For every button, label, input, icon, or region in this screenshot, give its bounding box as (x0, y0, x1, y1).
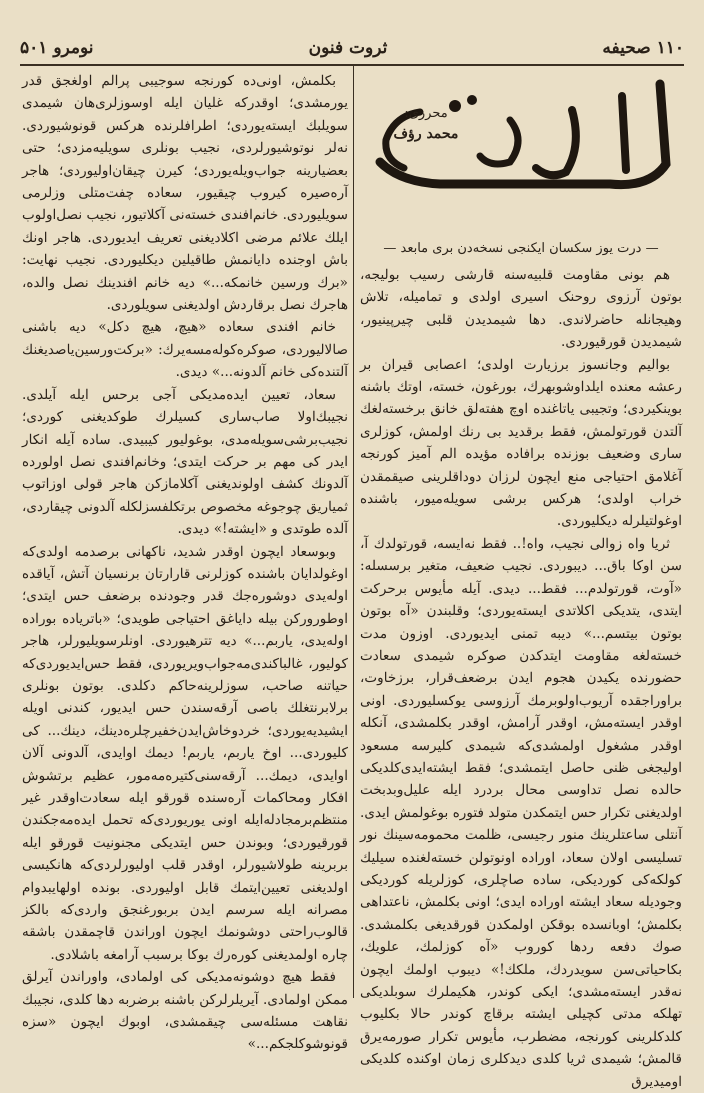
author-name: محمد رؤف (393, 126, 459, 142)
left-column (22, 70, 348, 1053)
paragraph: فقط هیچ دوشونه‌مدیکی کی اولمادی، واوراندن آیرلق ممکن اولمادی. آیریلرلرکن باشنه برضربه دها کلدی، نجیبك نقاهت مسئله‌سی چیقمشدی، اوبوك ایچون «سزه قونوشوکلجکم...» (22, 969, 348, 1053)
journal-name: ثروت فنون (308, 38, 388, 58)
right-column (360, 70, 682, 1090)
paragraph: وبوسعاد ایچون اوقدر شدید، ناکهانی برصدمه اولدی‌که اوغولدایان باشنده کوزلرنی قارارتان برنسیان آتش، آیاقده اوله‌یدی دوشوره‌جك قدر وجودنده برضعف حس ایتدی؛ اوطورورکن بیله دایاغق احتیاجی طویدی؛ «باتریاده بوراده اوله‌یدی، یاربم...» دیه تترهیوردی. اونلرسویلیورلر، هاجر کولیور، غالباکندی‌مه‌جواب‌ویریوردی، فقط حس‌ایدیوردی‌که حیاتنه صاحب، سوزلرینه‌حاکم دکلدی. بوتون بونلری برلابرنتغلك باصی آرقه‌سندن حس ایدیور، کندنی اویله ایشیدیه‌یوردی؛ خردوخاش‌ایدن‌خفیر‌چلر‌ه‌دینك، دینك... کی کلیوردی... اوخ یاربم، یاربم! دیمك اوایدی، آلدونی آلان اوایدی، دیمك... آرقه‌سنی‌کتیره‌مه‌مور، عظیم برتشوش افکار ومحاکمات آره‌سنده قورقو ایله سعادت‌اوقدر غیر منتظم‌برمجادله‌ایله اونی یوریوردی‌که تحمل ایده‌مه‌جکندن قورقیوردی؛ وبوندن حس ایتدیکی مجنونیت قورقو ایله بربرینه طولاشیورلر، اوقدر قلب اولیورلردی‌که هانکیسی اولدیغنی تعیین‌ایتمك قابل اولیوردی. بونده اولهایبدوام مصرانه ایله سرسم ایدن بربورغنجق واردی‌که بالکز قالوب‌راحتی دوشونمك ایچون اوراندن قاچمقدن باشقه چاره اولمدیغنی کوره‌رك بوکا برسبب آرامغه باشلادی. (22, 543, 348, 963)
right-column-body (360, 264, 682, 1090)
page-header (20, 30, 684, 66)
issue-number: نومرو ۵۰۱ (20, 38, 94, 58)
paragraph: بکلمش، اونی‌ده کورنجه سوجیبی پرالم اولغجق قدر یورمشدی؛ اوقدرکه غلیان ایله اوسوزلری‌هان شیمدی سویلبك ایسته‌یوردی؛ اطرافلرنده هرکس قونوشیوردی. نه‌لر نوتوشیورلردی، نجیب بونلری سویلیه‌مزدی؛ حتی بعضیارینه جواب‌ویله‌یوردی؛ کیرن چیقان‌اولیوردی؛ هاجر آره‌صیره کیروب چیقیور، سعاده چفت‌متلی وزلرمی سویلیوردی. خانم‌افندی خسته‌نی آکلاتیور، نجیب نصل‌اولوب ایلك علائم مرضی اکلادیغنی تعریف ایدیوردی. هاجر اونك باش اوجنده دایانمش طاقیلین دیکلیوردی. نجیب نهایت: «برك ورسین خانمکه...» دیه خانم افندینك نصل والده، هاجرك نصل برقاردش اولدیغنی سویلوردی. (22, 73, 348, 314)
header-divider (20, 64, 684, 66)
column-divider (353, 66, 354, 998)
paragraph: سعاد، تعیین ایده‌مدیکی آجی برحس ایله آیلدی. نجیبك‌اولا صاب‌ساری کسیلرك طوکدیغنی کوردی؛ نجیب‌برشی‌سویله‌مدی، بوغولیور کیبیدی. ساده آیله انکار ایدر کی مهم بر حرکت ایتدی؛ وخانم‌افندی نصل اولورده آلدونك کشف اولوندیغنی آکلامازکن هاجر قولی اوزاتوب ثمیاریق چوجوغه مخصوص برتکلفسزلکله آلدونی چیقاردی، آلده طوتدی و «ایشته!» دیدی. (22, 386, 348, 538)
masthead (360, 70, 682, 256)
byline (376, 104, 476, 144)
paragraph: بوالیم وجانسوز برزیارت اولدی؛ اعصابی قیران بر رعشه معنده ایلداوشوبهرك، بورغون، خسته، اوتك باشنه بوینکیردی؛ وتجیبی یاتاغنده اوچ هفته‌لق خانق برخسته‌لغك آلتدن قورتولمش، فقط برقدید بی رنك اولمش، کوزلری ساری وضعیف بوزنده برافاده مؤیده الم آمیز کورنجه آغلامق احتیاجی منع ایچون لرزان دوداقلرینی صیقمقدن خراب اولدی؛ هرکس برشی سویله‌میور، باشنده اوغولتیلرله دیکلیوردی. (360, 356, 682, 530)
paragraph: خانم افندی سعاده «هیچ، هیچ دکل» دیه باشنی صالالیوردی، صوکره‌کوله‌مسه‌یرك: «برکت‌ورسین‌یاصدیغنك آلتنده‌کی خانم آلدونه...» دیدی. (22, 319, 348, 381)
page-number: ۱۱۰ صحیفه (602, 38, 684, 58)
byline-label: محرری: (404, 106, 448, 121)
paragraph: ثریا واه زوالی نجیب، واه!.. فقط نه‌ایسه، قورتولدك آ، سن اوکا باق... دیبوردی. نجیب ضعیف، متغیر برسسله: «آوت، قورتولدم... فقط... دیدی. آیله مأیوس برحرکت ایتدی، یتدیکی اکلاتدی ایسته‌یوردی؛ وقلبندن «آه بوتون بوتون بیتسم...» دیبه تمنی ایدیوردی. اوزون مدت خسته‌لغه مقاومت ایتدکدن صوکره شیمدی سعادت حضورنده یکیدن هجوم ایدن برضعف‌قرار، برزخاوت، براوراجقده آریوب‌اولوبرمك آرزوسی یوکسلیوردی. اونی اوقدر ایسته‌مش، اوقدر آرامش، اوقدر بکلمشدی، آنکله اوقدر مشغول اولمشدی‌که شیمدی کلیرسه مسعود اولیجغی ظنی حاصل ایتمشدی؛ فقط ایشته‌ایدی‌کلدیکی حالده نصل تداوسی محال بردرد ایله علیل‌وبدبخت اولدیغنی تکرار حس ایتمکدن متولد فتوره بوغولمش ایدی. آنتلی ساعتلرینك منور رجیسی، ظلمت محمومه‌سینك نور تسلیسی اولان سعاد، اوراده اونوتولن خسته‌لغنده سیلیك کولکه‌کی کوردیکی، ساده صاچلری، کوزلریله کوردیکی وجودیله سعاد ایشته اوراده ایدی؛ اونی بکلمش، ناعتداهی بکلمش؛ اوبانسده بوقکن اولمکدن قورقدیغی بکلمشدی. صوك دفعه ردها کوروب «آه کوزلمك، علویك، بکاحیاتی‌سن سویدردك، ملکك!» دیبوب اولمك ایچون نه‌قدر ایسته‌مشدی؛ ایکی کوندر، هکیملرك سوبلدیکی تهلکه مدتی کچیلی ایشته برقاچ کوندر حالا بکلیوب کلدکلرینی کورنجه، مضطرب، مأیوس تکرار صورمه‌یرق قالمش؛ شیمدی ثریا کلدی دیدکلری زمان اوکنده کلدیکی اومیدیرق (360, 535, 682, 1090)
serial-subtitle: — درت یوز سکسان ایکنجی نسخه‌دن بری مابعد — (383, 241, 659, 256)
paragraph: هم بونی مقاومت قلبیه‌سنه قارشی رسیب بولیجه، بوتون آرزوی روحنک اسیری اولدی و تمامیله، تلاش وهیجانله حاضرلاندی. دها شیمدیدن قلبی چیرپینیور، شیمدیدن قورقیوردی. (360, 267, 682, 351)
